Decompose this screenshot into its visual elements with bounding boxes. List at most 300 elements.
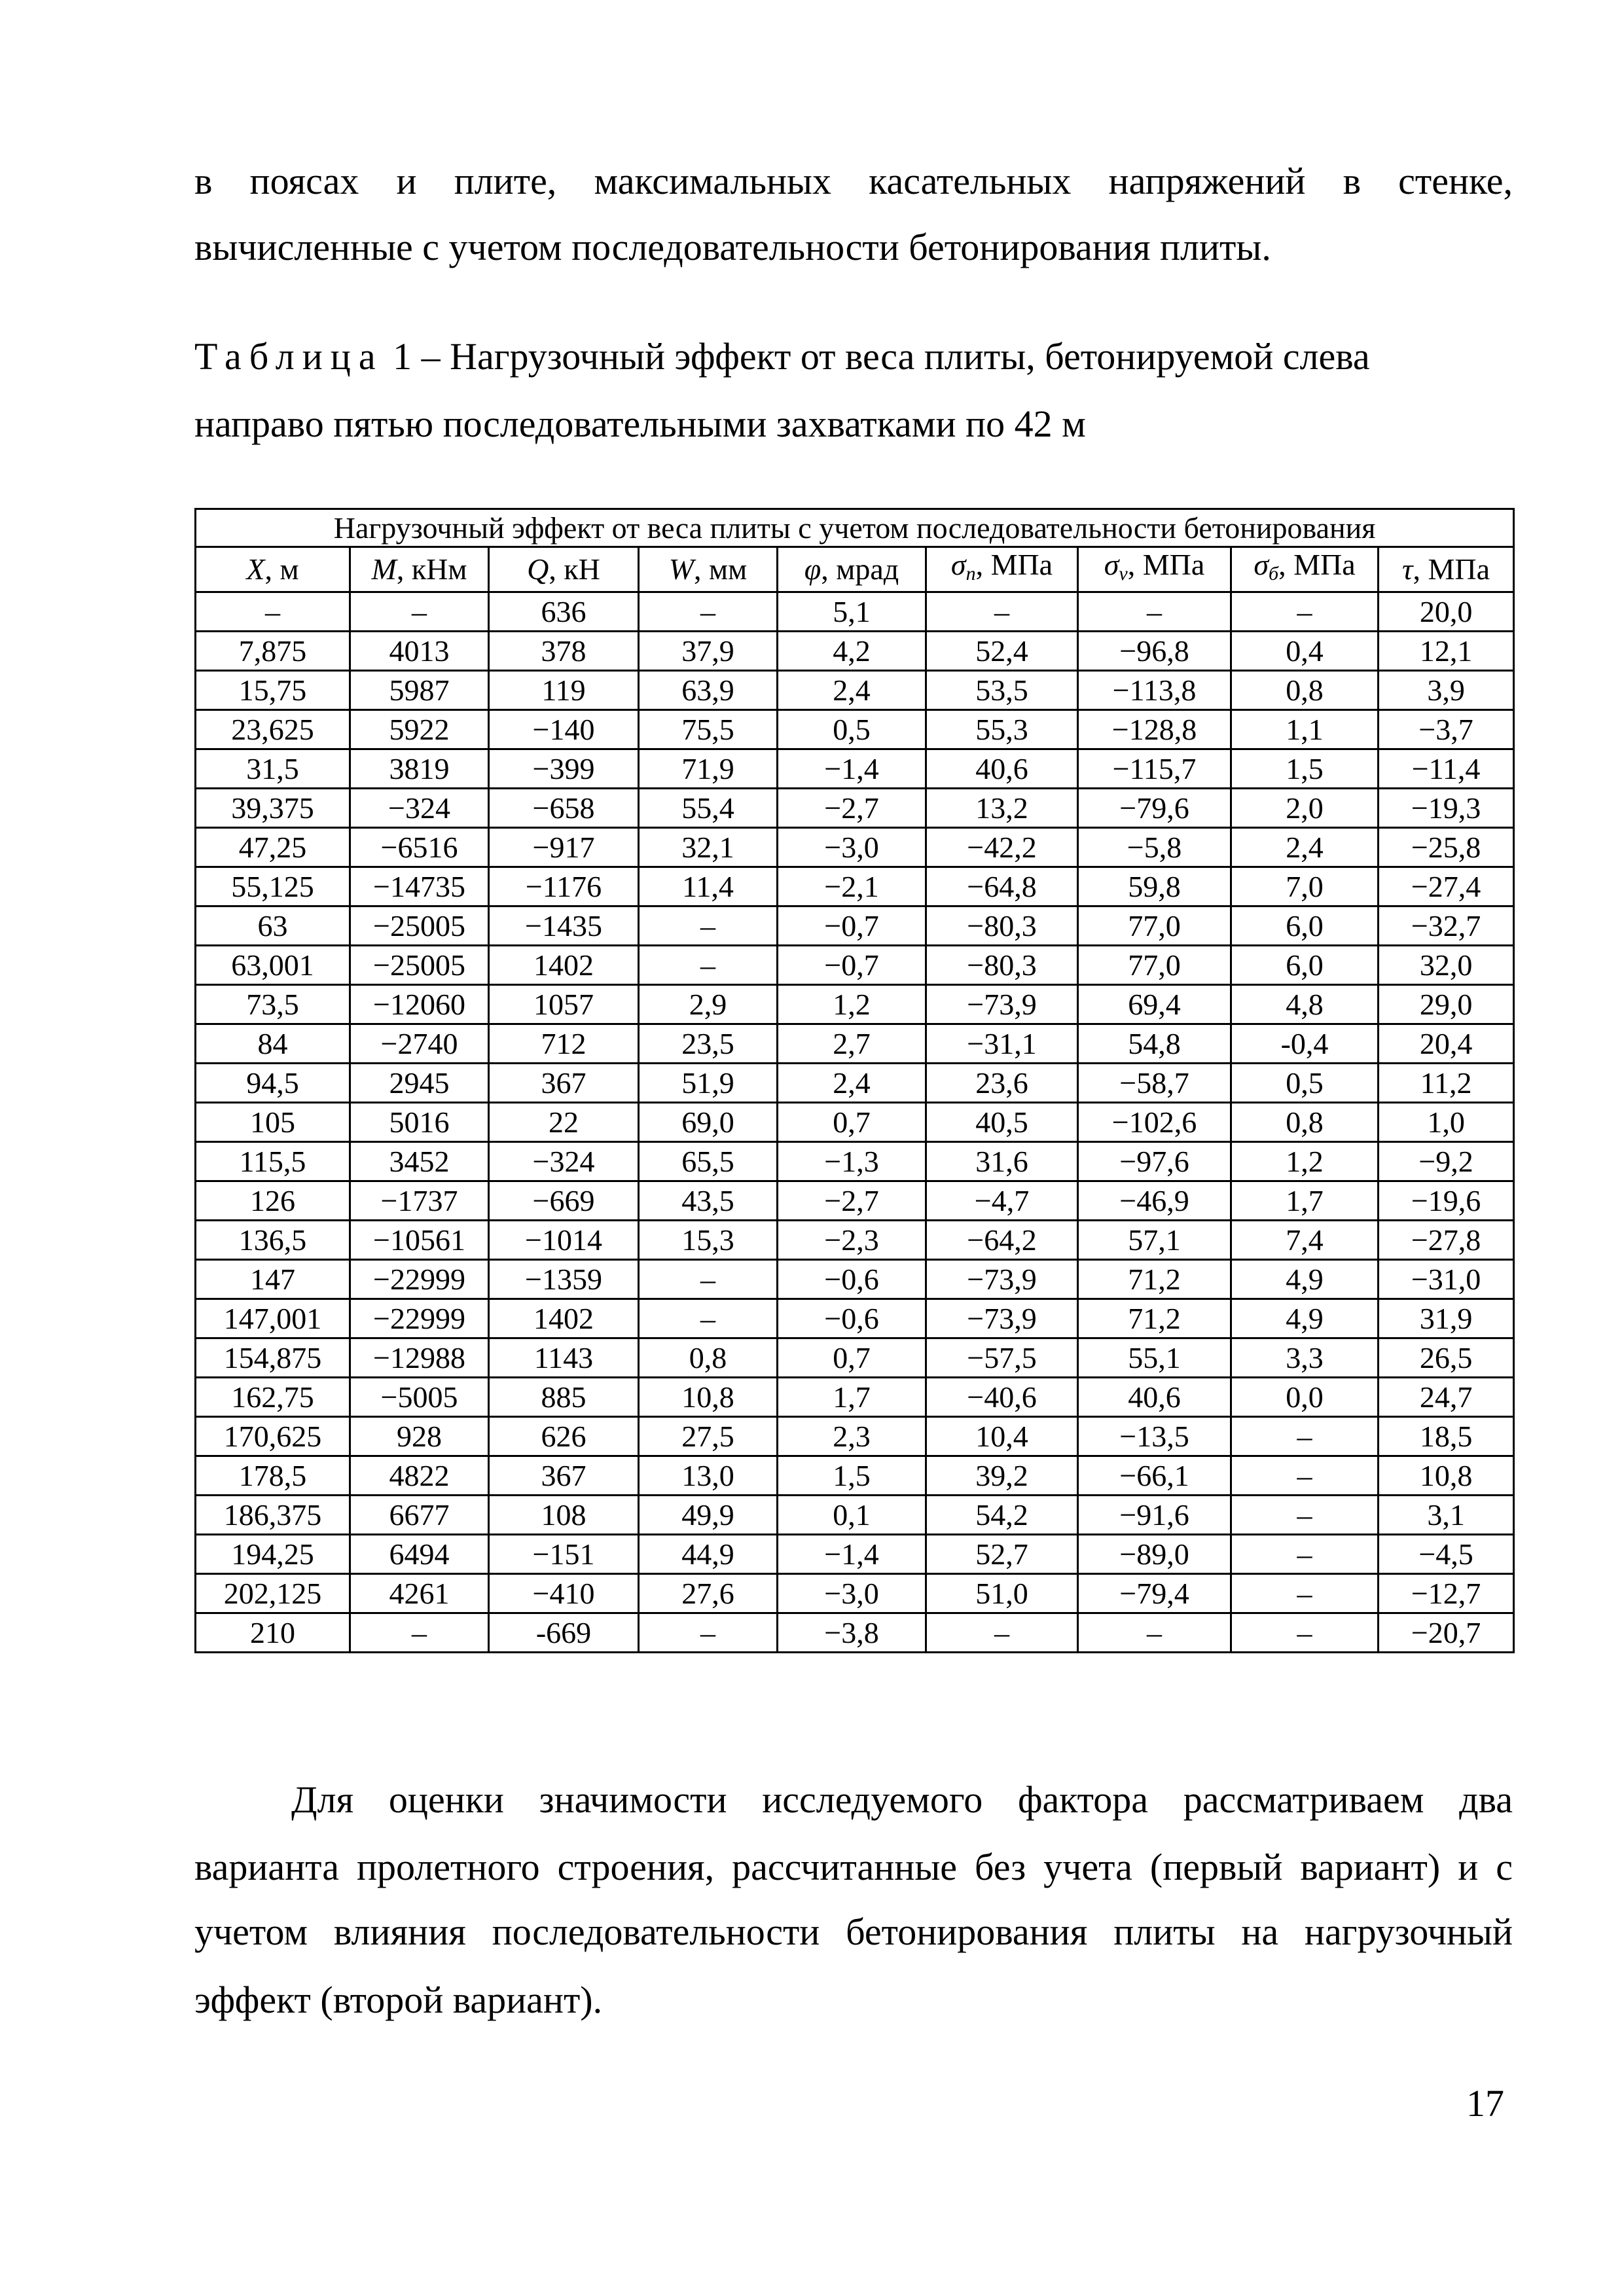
table-cell: −80,3	[926, 946, 1078, 985]
table-cell: 119	[489, 671, 639, 710]
table-cell: 3,9	[1379, 671, 1514, 710]
table-cell: −73,9	[926, 985, 1078, 1024]
table-cell: –	[926, 1613, 1078, 1653]
table-cell: –	[1231, 1496, 1379, 1535]
table-cell: 2945	[350, 1064, 489, 1103]
table-cell: 147	[196, 1260, 350, 1299]
table-cell: 57,1	[1078, 1221, 1231, 1260]
table-cell: 32,0	[1379, 946, 1514, 985]
table-cell: 136,5	[196, 1221, 350, 1260]
table-cell: 147,001	[196, 1299, 350, 1338]
table-cell: −57,5	[926, 1338, 1078, 1378]
table-cell: 1,2	[778, 985, 926, 1024]
table-cell: −80,3	[926, 906, 1078, 946]
table-cell: −1176	[489, 867, 639, 906]
table-cell: 69,4	[1078, 985, 1231, 1024]
table-cell: −25,8	[1379, 828, 1514, 867]
column-header-symbol: W	[668, 552, 695, 586]
table-cell: 18,5	[1379, 1417, 1514, 1456]
table-cell: 885	[489, 1378, 639, 1417]
page-number: 17	[1466, 2082, 1504, 2125]
table-cell: −917	[489, 828, 639, 867]
table-row	[196, 1338, 1514, 1378]
table-cell: −91,6	[1078, 1496, 1231, 1535]
table-cell: −40,6	[926, 1378, 1078, 1417]
column-header-subscript: б	[1269, 563, 1279, 584]
table-cell: −89,0	[1078, 1535, 1231, 1574]
column-header	[196, 547, 350, 592]
outro-line-1: Для оценки значимости исследуемого фактора рассматриваем два	[291, 1778, 1513, 1821]
table-row	[196, 749, 1514, 789]
table-row	[196, 632, 1514, 671]
table-cell: −96,8	[1078, 632, 1231, 671]
table-row	[196, 1535, 1514, 1574]
table-cell: –	[639, 1260, 778, 1299]
table-cell: 69,0	[639, 1103, 778, 1142]
column-header	[1078, 547, 1231, 592]
table-cell: 13,2	[926, 789, 1078, 828]
table-cell: −6516	[350, 828, 489, 867]
table-cell: 7,4	[1231, 1221, 1379, 1260]
table-cell: 71,2	[1078, 1299, 1231, 1338]
table-title: Нагрузочный эффект от веса плиты с учетом последовательности бетонирования	[196, 509, 1514, 547]
table-row	[196, 710, 1514, 749]
table-cell: −79,6	[1078, 789, 1231, 828]
table-cell: 77,0	[1078, 906, 1231, 946]
table-row	[196, 1260, 1514, 1299]
table-cell: −113,8	[1078, 671, 1231, 710]
table-cell: 1057	[489, 985, 639, 1024]
table-cell: -0,4	[1231, 1024, 1379, 1064]
table-cell: 40,6	[926, 749, 1078, 789]
table-cell: -669	[489, 1613, 639, 1653]
table-cell: 1143	[489, 1338, 639, 1378]
table-cell: 3,3	[1231, 1338, 1379, 1378]
column-header-symbol: τ	[1402, 552, 1413, 586]
table-cell: 115,5	[196, 1142, 350, 1181]
table-cell: −1014	[489, 1221, 639, 1260]
table-cell: −3,7	[1379, 710, 1514, 749]
table-row	[196, 946, 1514, 985]
table-cell: –	[639, 1613, 778, 1653]
table-cell: −3,0	[778, 1574, 926, 1613]
table-cell: 1,2	[1231, 1142, 1379, 1181]
table-cell: −115,7	[1078, 749, 1231, 789]
table-cell: −12060	[350, 985, 489, 1024]
table-cell: −32,7	[1379, 906, 1514, 946]
table-cell: 5987	[350, 671, 489, 710]
intro-line-1: в поясах и плите, максимальных касательных напряжений в стенке,	[194, 160, 1513, 202]
table-cell: −19,3	[1379, 789, 1514, 828]
column-header-unit: , МПа	[1413, 552, 1490, 586]
column-header-unit: , м	[264, 552, 299, 586]
table-row	[196, 1496, 1514, 1535]
table-cell: 12,1	[1379, 632, 1514, 671]
table-cell: −102,6	[1078, 1103, 1231, 1142]
table-cell: 27,5	[639, 1417, 778, 1456]
table-cell: 23,6	[926, 1064, 1078, 1103]
table-cell: 43,5	[639, 1181, 778, 1221]
column-header-unit: , кН	[549, 552, 600, 586]
table-cell: 1,5	[1231, 749, 1379, 789]
table-cell: 47,25	[196, 828, 350, 867]
table-cell: 5922	[350, 710, 489, 749]
table-cell: –	[1231, 1613, 1379, 1653]
table-cell: –	[1231, 1535, 1379, 1574]
table-cell: 4,2	[778, 632, 926, 671]
table-cell: 37,9	[639, 632, 778, 671]
table-cell: 1,1	[1231, 710, 1379, 749]
table-cell: 55,125	[196, 867, 350, 906]
table-row	[196, 1378, 1514, 1417]
table-cell: 4261	[350, 1574, 489, 1613]
table-cell: 40,6	[1078, 1378, 1231, 1417]
table-cell: −324	[489, 1142, 639, 1181]
table-cell: 75,5	[639, 710, 778, 749]
table-cell: −12,7	[1379, 1574, 1514, 1613]
table-cell: 178,5	[196, 1456, 350, 1496]
table-cell: 4,8	[1231, 985, 1379, 1024]
column-header	[778, 547, 926, 592]
table-cell: −5005	[350, 1378, 489, 1417]
table-row	[196, 828, 1514, 867]
table-cell: 6,0	[1231, 946, 1379, 985]
table-cell: 51,0	[926, 1574, 1078, 1613]
table-cell: 63,9	[639, 671, 778, 710]
table-cell: −410	[489, 1574, 639, 1613]
table-cell: 5,1	[778, 592, 926, 632]
table-cell: −399	[489, 749, 639, 789]
table-cell: −3,8	[778, 1613, 926, 1653]
table-row	[196, 592, 1514, 632]
table-cell: 0,7	[778, 1103, 926, 1142]
table-cell: −46,9	[1078, 1181, 1231, 1221]
table-cell: 53,5	[926, 671, 1078, 710]
column-header-subscript: n	[965, 563, 976, 584]
table-cell: 39,2	[926, 1456, 1078, 1496]
table-cell: 6,0	[1231, 906, 1379, 946]
column-header	[639, 547, 778, 592]
table-cell: −13,5	[1078, 1417, 1231, 1456]
table-cell: −324	[350, 789, 489, 828]
table-cell: −0,6	[778, 1299, 926, 1338]
table-cell: 10,8	[1379, 1456, 1514, 1496]
table-cell: 63,001	[196, 946, 350, 985]
table-cell: −25005	[350, 946, 489, 985]
table-cell: 626	[489, 1417, 639, 1456]
table-cell: 23,625	[196, 710, 350, 749]
table-cell: 5016	[350, 1103, 489, 1142]
table-cell: 367	[489, 1456, 639, 1496]
table-cell: −1,4	[778, 1535, 926, 1574]
table-cell: 29,0	[1379, 985, 1514, 1024]
table-cell: 3819	[350, 749, 489, 789]
table-cell: –	[350, 1613, 489, 1653]
table-cell: −1435	[489, 906, 639, 946]
table-cell: 63	[196, 906, 350, 946]
table-row	[196, 1181, 1514, 1221]
table-cell: 0,0	[1231, 1378, 1379, 1417]
table-cell: 105	[196, 1103, 350, 1142]
table-cell: 7,875	[196, 632, 350, 671]
table-cell: 23,5	[639, 1024, 778, 1064]
column-header-symbol: φ	[804, 552, 821, 586]
table-cell: −2740	[350, 1024, 489, 1064]
table-cell: 210	[196, 1613, 350, 1653]
table-cell: 39,375	[196, 789, 350, 828]
table-cell: 126	[196, 1181, 350, 1221]
column-header-unit: , МПа	[1278, 548, 1356, 581]
table-cell: −128,8	[1078, 710, 1231, 749]
table-row	[196, 789, 1514, 828]
table-cell: 54,8	[1078, 1024, 1231, 1064]
table-cell: 52,7	[926, 1535, 1078, 1574]
table-cell: −0,7	[778, 906, 926, 946]
table-cell: 52,4	[926, 632, 1078, 671]
table-cell: −58,7	[1078, 1064, 1231, 1103]
table-cell: 6494	[350, 1535, 489, 1574]
table-cell: 0,4	[1231, 632, 1379, 671]
table-cell: 54,2	[926, 1496, 1078, 1535]
table-cell: 0,1	[778, 1496, 926, 1535]
column-header	[489, 547, 639, 592]
table-cell: −4,5	[1379, 1535, 1514, 1574]
table-cell: −20,7	[1379, 1613, 1514, 1653]
table-cell: 4822	[350, 1456, 489, 1496]
column-header-symbol: X	[246, 552, 265, 586]
table-cell: −42,2	[926, 828, 1078, 867]
table-cell: −10561	[350, 1221, 489, 1260]
table-cell: 2,4	[1231, 828, 1379, 867]
table-cell: −1359	[489, 1260, 639, 1299]
table-row	[196, 867, 1514, 906]
table-cell: −2,1	[778, 867, 926, 906]
table-cell: −19,6	[1379, 1181, 1514, 1221]
table-cell: 22	[489, 1103, 639, 1142]
table-cell: –	[639, 946, 778, 985]
table-cell: −27,8	[1379, 1221, 1514, 1260]
table-cell: 1,5	[778, 1456, 926, 1496]
table-cell: 15,75	[196, 671, 350, 710]
table-cell: −25005	[350, 906, 489, 946]
table-row	[196, 1574, 1514, 1613]
table-cell: 55,3	[926, 710, 1078, 749]
column-header	[1379, 547, 1514, 592]
table-cell: 13,0	[639, 1456, 778, 1496]
table-cell: −669	[489, 1181, 639, 1221]
load-effect-table	[194, 508, 1515, 1653]
table-cell: –	[350, 592, 489, 632]
column-header-unit: , кНм	[396, 552, 467, 586]
table-cell: 108	[489, 1496, 639, 1535]
table-cell: 928	[350, 1417, 489, 1456]
table-row	[196, 671, 1514, 710]
table-cell: −2,7	[778, 789, 926, 828]
column-header	[350, 547, 489, 592]
table-cell: −31,0	[1379, 1260, 1514, 1299]
table-cell: 4013	[350, 632, 489, 671]
table-cell: –	[1231, 1456, 1379, 1496]
table-cell: 11,4	[639, 867, 778, 906]
table-cell: 20,0	[1379, 592, 1514, 632]
table-cell: 10,8	[639, 1378, 778, 1417]
intro-line-2: вычисленные с учетом последовательности бетонирования плиты.	[194, 226, 1271, 268]
table-cell: 31,9	[1379, 1299, 1514, 1338]
table-cell: 202,125	[196, 1574, 350, 1613]
table-cell: 73,5	[196, 985, 350, 1024]
column-header-symbol: Q	[527, 552, 549, 586]
table-cell: 0,5	[778, 710, 926, 749]
table-cell: −1,4	[778, 749, 926, 789]
column-header-symbol: σ	[1104, 548, 1119, 581]
table-cell: –	[1231, 1417, 1379, 1456]
table-row	[196, 985, 1514, 1024]
table-cell: 3452	[350, 1142, 489, 1181]
table-cell: –	[196, 592, 350, 632]
table-cell: 84	[196, 1024, 350, 1064]
table-cell: –	[1231, 1574, 1379, 1613]
table-cell: 55,1	[1078, 1338, 1231, 1378]
table-cell: 1402	[489, 946, 639, 985]
table-cell: −11,4	[1379, 749, 1514, 789]
table-cell: −12988	[350, 1338, 489, 1378]
table-cell: −31,1	[926, 1024, 1078, 1064]
table-row	[196, 1613, 1514, 1653]
table-cell: 0,7	[778, 1338, 926, 1378]
table-cell: 94,5	[196, 1064, 350, 1103]
table-cell: 1402	[489, 1299, 639, 1338]
table-cell: –	[639, 906, 778, 946]
table-cell: 59,8	[1078, 867, 1231, 906]
table-row	[196, 1221, 1514, 1260]
table-row	[196, 1299, 1514, 1338]
table-cell: −64,2	[926, 1221, 1078, 1260]
table-cell: 26,5	[1379, 1338, 1514, 1378]
table-cell: 77,0	[1078, 946, 1231, 985]
table-cell: 49,9	[639, 1496, 778, 1535]
column-header-unit: , мм	[694, 552, 748, 586]
table-cell: −4,7	[926, 1181, 1078, 1221]
table-row	[196, 1064, 1514, 1103]
table-cell: 40,5	[926, 1103, 1078, 1142]
table-cell: 55,4	[639, 789, 778, 828]
table-cell: 0,8	[639, 1338, 778, 1378]
table-cell: 1,7	[778, 1378, 926, 1417]
table-cell: 170,625	[196, 1417, 350, 1456]
column-header-unit: , МПа	[975, 548, 1053, 581]
table-cell: 71,9	[639, 749, 778, 789]
table-cell: 71,2	[1078, 1260, 1231, 1299]
table-row	[196, 1142, 1514, 1181]
table-cell: −3,0	[778, 828, 926, 867]
table-cell: 44,9	[639, 1535, 778, 1574]
table-caption-label: Таблица	[194, 335, 384, 378]
table-cell: −2,3	[778, 1221, 926, 1260]
table-cell: 2,4	[778, 671, 926, 710]
column-header	[1231, 547, 1379, 592]
table-cell: 0,8	[1231, 1103, 1379, 1142]
table-cell: 712	[489, 1024, 639, 1064]
table-cell: 162,75	[196, 1378, 350, 1417]
table-cell: –	[926, 592, 1078, 632]
table-cell: 1,0	[1379, 1103, 1514, 1142]
table-cell: 4,9	[1231, 1299, 1379, 1338]
column-header-symbol: σ	[950, 548, 966, 581]
table-cell: 10,4	[926, 1417, 1078, 1456]
table-row	[196, 906, 1514, 946]
table-cell: 3,1	[1379, 1496, 1514, 1535]
table-cell: 636	[489, 592, 639, 632]
table-cell: −64,8	[926, 867, 1078, 906]
table-cell: −0,7	[778, 946, 926, 985]
table-cell: –	[1078, 1613, 1231, 1653]
table-row	[196, 1103, 1514, 1142]
table-caption-line-2: направо пятью последовательными захватками по 42 м	[194, 403, 1086, 445]
table-cell: –	[639, 1299, 778, 1338]
column-header-symbol: M	[371, 552, 397, 586]
table-cell: −66,1	[1078, 1456, 1231, 1496]
table-cell: −1,3	[778, 1142, 926, 1181]
table-cell: 11,2	[1379, 1064, 1514, 1103]
table-caption-line-1	[194, 334, 1513, 380]
table-cell: −151	[489, 1535, 639, 1574]
outro-line-3: учетом влияния последовательности бетонирования плиты на нагрузочный	[194, 1910, 1513, 1953]
table-cell: 0,8	[1231, 671, 1379, 710]
table-cell: 4,9	[1231, 1260, 1379, 1299]
table-cell: 15,3	[639, 1221, 778, 1260]
table-cell: −2,7	[778, 1181, 926, 1221]
table-cell: 378	[489, 632, 639, 671]
table-cell: 194,25	[196, 1535, 350, 1574]
table-cell: −73,9	[926, 1299, 1078, 1338]
table-cell: –	[1078, 592, 1231, 632]
table-cell: –	[639, 592, 778, 632]
table-cell: −22999	[350, 1299, 489, 1338]
outro-line-4: эффект (второй вариант).	[194, 1979, 603, 2021]
table-cell: 2,9	[639, 985, 778, 1024]
table-cell: 2,4	[778, 1064, 926, 1103]
table-cell: −658	[489, 789, 639, 828]
table-cell: −73,9	[926, 1260, 1078, 1299]
table-cell: −27,4	[1379, 867, 1514, 906]
table-cell: −9,2	[1379, 1142, 1514, 1181]
table-cell: 7,0	[1231, 867, 1379, 906]
column-header-unit: , мрад	[821, 552, 899, 586]
table-caption-title: 1 – Нагрузочный эффект от веса плиты, бетонируемой слева	[383, 335, 1370, 378]
table-cell: −1737	[350, 1181, 489, 1221]
column-header	[926, 547, 1078, 592]
table-cell: 367	[489, 1064, 639, 1103]
column-header-subscript: v	[1119, 563, 1128, 584]
column-header-unit: , МПа	[1127, 548, 1205, 581]
table-cell: −0,6	[778, 1260, 926, 1299]
table-cell: 27,6	[639, 1574, 778, 1613]
table-cell: 20,4	[1379, 1024, 1514, 1064]
table-cell: 24,7	[1379, 1378, 1514, 1417]
table-cell: −14735	[350, 867, 489, 906]
table-cell: 6677	[350, 1496, 489, 1535]
table-cell: 0,5	[1231, 1064, 1379, 1103]
table-cell: 186,375	[196, 1496, 350, 1535]
table-cell: 1,7	[1231, 1181, 1379, 1221]
table-cell: 2,3	[778, 1417, 926, 1456]
table-cell: 65,5	[639, 1142, 778, 1181]
table-cell: −97,6	[1078, 1142, 1231, 1181]
table-cell: −79,4	[1078, 1574, 1231, 1613]
table-cell: 2,7	[778, 1024, 926, 1064]
column-header-symbol: σ	[1254, 548, 1269, 581]
outro-line-2: варианта пролетного строения, рассчитанные без учета (первый вариант) и с	[194, 1846, 1513, 1888]
